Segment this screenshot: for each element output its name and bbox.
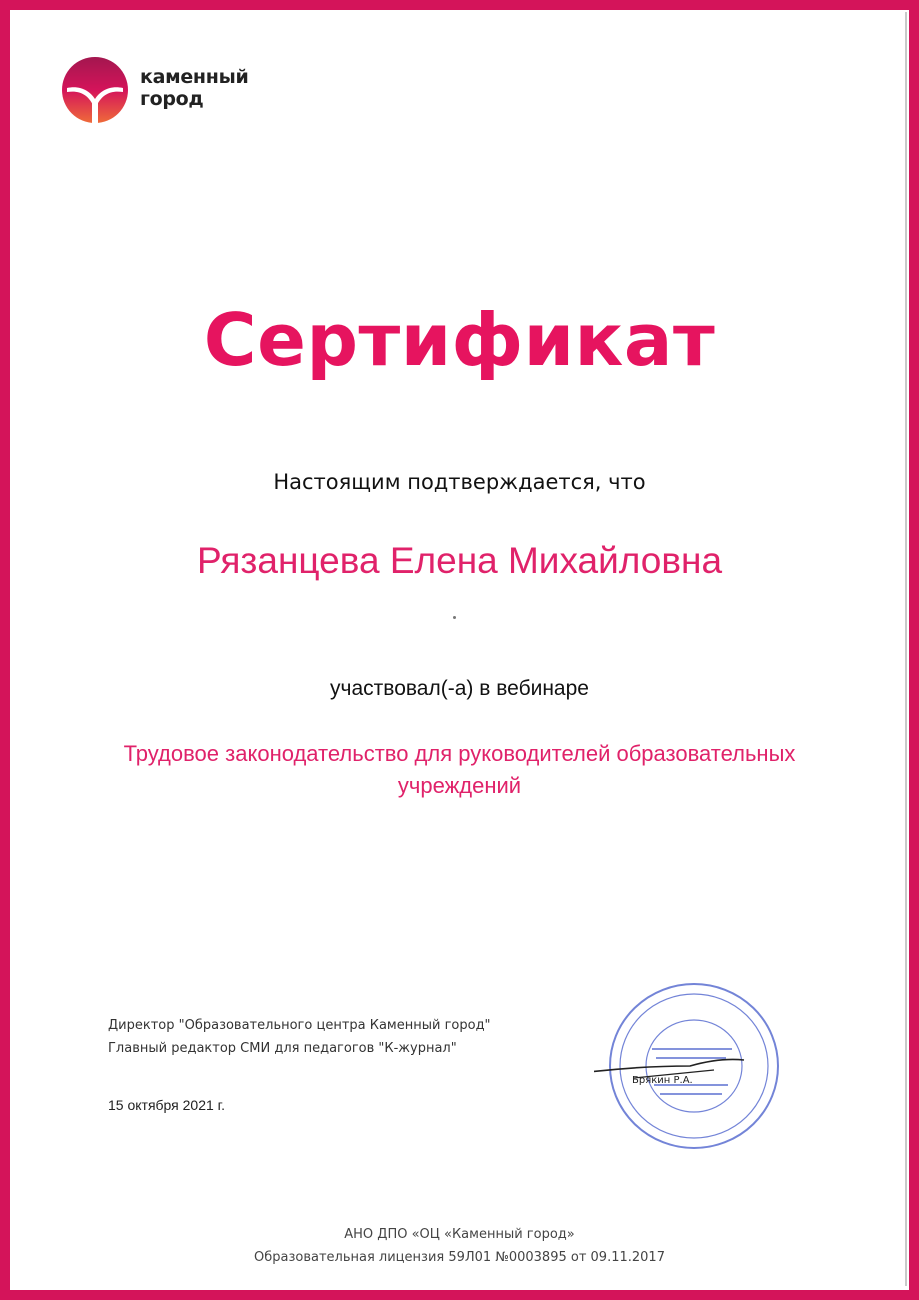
signer-position-line2: Главный редактор СМИ для педагогов "К-журнал" [108,1041,457,1056]
separator-dot [453,616,456,619]
confirmation-text: Настоящим подтверждается, что [273,470,646,494]
footer-license: Образовательная лицензия 59Л01 №0003895 от 09.11.2017 [254,1250,665,1265]
recipient-name: Рязанцева Елена Михайловна [196,540,723,581]
footer-organization: АНО ДПО «ОЦ «Каменный город» [344,1227,575,1242]
logo-icon [60,55,130,125]
signer-name: Брякин Р.А. [632,1075,693,1086]
logo-text-line2: город [140,88,204,110]
webinar-title: Трудовое законодательство для руководителей образовательных учреждений [123,741,796,798]
official-stamp [594,978,784,1158]
participation-text: участвовал(-а) в вебинаре [330,677,589,700]
certificate-title: Сертификат [203,298,716,382]
issue-date: 15 октября 2021 г. [108,1097,225,1113]
logo [60,55,280,130]
signer-position-line1: Директор "Образовательного центра Каменный город" [108,1018,491,1033]
inner-border-line [905,12,907,1286]
logo-text-line1: каменный [140,66,249,88]
